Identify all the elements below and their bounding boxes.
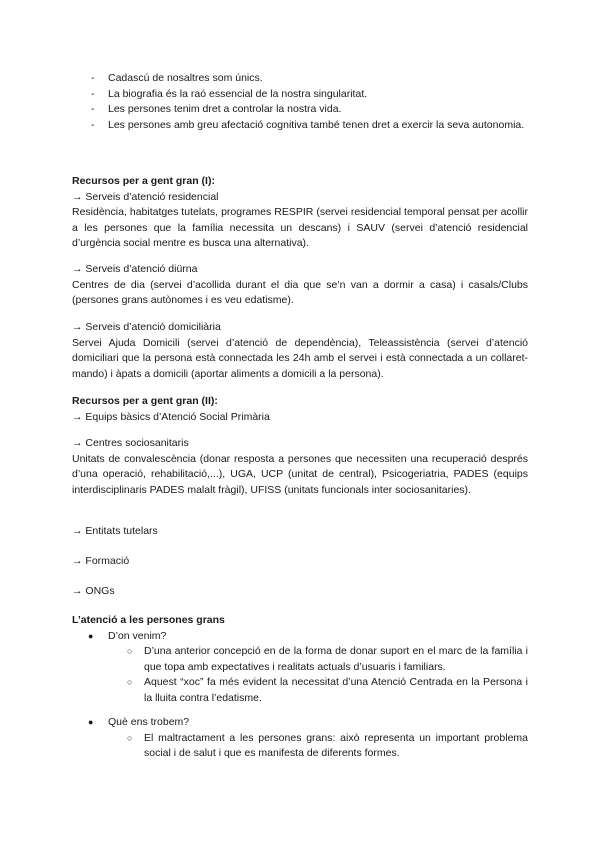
subsection-label	[72, 262, 528, 278]
list-item	[72, 118, 528, 134]
subsection-label-text: ONGs	[85, 585, 115, 597]
subsection-label	[72, 584, 528, 600]
list-dash: -	[91, 72, 95, 84]
bullet-icon: ●	[88, 717, 94, 727]
list-dash: -	[91, 118, 95, 131]
subsection-domiciliaria	[72, 320, 528, 382]
list-item-text: La biografia és la raó essencial de la nostra singularitat.	[108, 87, 368, 100]
list-item	[72, 629, 528, 645]
subsection-label	[72, 524, 528, 540]
list-item-text: Les persones amb greu afectació cognitiva també tenen dret a exercir la seva autonomia.	[108, 118, 525, 131]
section-heading: Recursos per a gent gran (II):	[72, 395, 218, 407]
arrow-icon: →	[72, 437, 83, 449]
subsection-label-text: Equips bàsics d’Atenció Social Primària	[85, 410, 270, 423]
list-dash: -	[91, 87, 95, 100]
arrow-icon: →	[72, 190, 83, 203]
subsection-label-text: Entitats tutelars	[85, 525, 158, 537]
section-heading: L’atenció a les persones grans	[72, 614, 225, 626]
intro-list	[72, 71, 528, 133]
subsection-label-text: Serveis d’atenció residencial	[85, 190, 219, 203]
sub-list-item-text: D’una anterior concepció en de la forma de donar suport en el marc de la família i que topa amb expectatives i realitats actuals d’usuaris i familiars.	[144, 645, 528, 673]
list-item	[72, 715, 528, 731]
paragraph: Unitats de convalescència (donar resposta a persones que necessiten una recuperació després d’una operació, rehabilitació,...), UGA, UCP (unitat de central), Psicogeriatria, PADES (equips interdisciplinaris PADES malalt fràgil), UFISS (unitats funcionals inter sociosanitaries).	[72, 452, 528, 496]
paragraph: Residència, habitatges tutelats, programes RESPIR (servei residencial temporal pensat per acollir a les persones que la família necessita un descans) i SAUV (servei d’atenció residencial d’urgència social mentre es busca una alternativa).	[72, 206, 528, 249]
paragraph: Centres de dia (servei d’acollida durant el dia que se’n van a dormir a casa) i casals/Clubs (persones grans autònomes i es veu edatisme).	[72, 278, 528, 306]
subsection-label	[72, 436, 528, 452]
subsection-tutelars	[72, 524, 528, 540]
question-text: D’on venim?	[108, 629, 167, 642]
section-atencio-q2	[72, 715, 528, 762]
circle-bullet-icon: ○	[127, 732, 133, 743]
sub-list-item	[72, 644, 528, 675]
section-recursos-2	[72, 394, 528, 425]
sub-list-item	[72, 675, 528, 706]
section-heading: Recursos per a gent gran (I):	[72, 175, 215, 187]
bullet-icon: ●	[88, 630, 94, 641]
arrow-icon: →	[72, 555, 83, 567]
arrow-icon: →	[72, 585, 83, 597]
subsection-label	[72, 320, 528, 336]
circle-bullet-icon: ○	[127, 677, 133, 687]
list-item	[72, 71, 528, 87]
arrow-icon: →	[72, 525, 83, 537]
subsection-label-text: Formació	[85, 555, 130, 567]
subsection-label	[72, 554, 528, 570]
subsection-label	[72, 190, 528, 206]
subsection-label-text: Centres sociosanitaris	[85, 437, 189, 449]
sub-list-item-text: El maltractament a les persones grans: això representa un important problema social i de salut i que es manifesta de diferents formes.	[144, 731, 528, 759]
subsection-ongs	[72, 584, 528, 600]
sub-list-item-text: Aquest “xoc” fa més evident la necessitat d’una Atenció Centrada en la Persona i la lluita contra l’edatisme.	[144, 676, 528, 704]
paragraph: Servei Ajuda Domicili (servei d’atenció de dependència), Teleassistència (servei d’atenció domiciliari que la persona està connectada les 24h amb el servei i està connectada a un collaret-mando) i àpats a domicili (aportar aliments a domicili a la persona).	[72, 336, 528, 380]
arrow-icon: →	[72, 263, 83, 275]
subsection-formacio	[72, 554, 528, 570]
subsection-label	[72, 410, 528, 426]
list-item-text: Cadascú de nosaltres som únics.	[108, 72, 263, 84]
question-text: Què ens trobem?	[108, 716, 190, 728]
list-item	[72, 102, 528, 118]
subsection-sociosanitaris	[72, 436, 528, 498]
circle-bullet-icon: ○	[127, 646, 133, 656]
arrow-icon: →	[72, 321, 83, 333]
list-item	[72, 87, 528, 103]
sub-list-item	[72, 731, 528, 762]
section-atencio	[72, 613, 528, 706]
arrow-icon: →	[72, 410, 83, 423]
section-recursos-1	[72, 174, 528, 252]
list-dash: -	[91, 103, 95, 115]
list-item-text: Les persones tenim dret a controlar la nostra vida.	[108, 103, 342, 115]
subsection-label-text: Serveis d’atenció domiciliària	[85, 321, 221, 333]
subsection-label-text: Serveis d’atenció diürna	[85, 263, 198, 275]
subsection-diurna	[72, 262, 528, 309]
